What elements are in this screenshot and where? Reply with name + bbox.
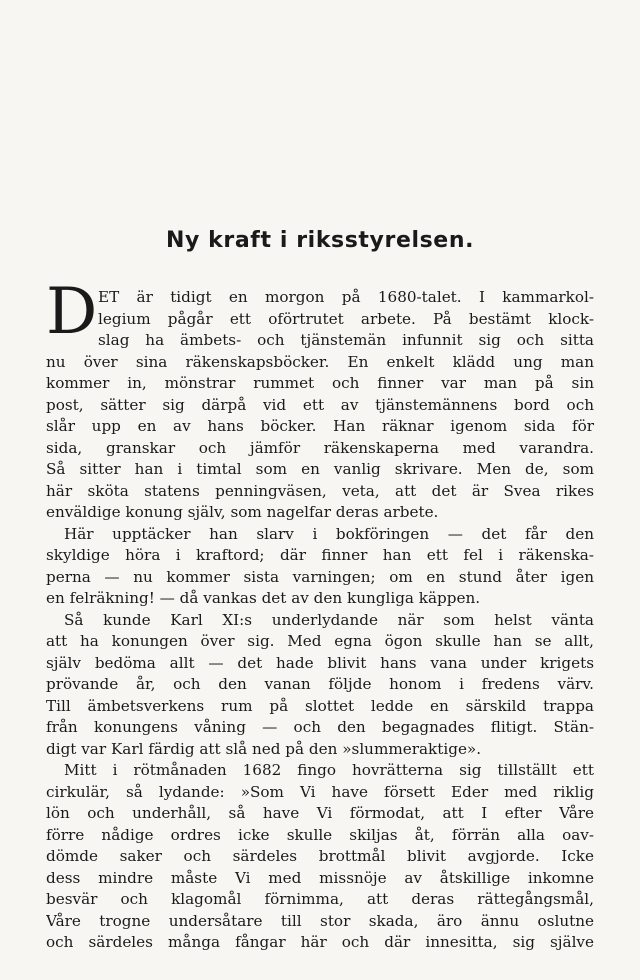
text-line: från konungens våning — och den begagnades flitigt. Stän- xyxy=(46,718,594,736)
text-line: dess mindre måste Vi med missnöje av åtskillige inkomne xyxy=(46,868,594,887)
text-line: post, sätter sig därpå vid ett av tjänstemännens bord och xyxy=(46,395,594,414)
text-line: prövande år, och den vanan följde honom i fredens värv. xyxy=(46,675,594,693)
text-line: Så sitter han i timtal som en vanlig skrivare. Men de, som xyxy=(46,460,594,478)
text-line: skyldige höra i kraftord; där finner han ett fel i räkenska- xyxy=(46,546,594,564)
text-line: digt var Karl färdig att slå ned på den »slummeraktige». xyxy=(46,739,482,758)
text-line: Så kunde Karl XI:s underlydande när som helst vänta xyxy=(64,610,594,629)
drop-cap-initial: D xyxy=(46,275,98,349)
chapter-title: Ny kraft i riksstyrelsen. xyxy=(165,228,475,253)
text-line: cirkulär, så lydande: »Som Vi have försett Eder med riklig xyxy=(46,782,594,801)
text-line: enväldige konung själv, som nagelfar deras arbete. xyxy=(46,503,439,521)
text-line: Mitt i rötmånaden 1682 fingo hovrätterna sig tillställt ett xyxy=(64,761,594,779)
text-line: här sköta statens penningväsen, veta, att det är Svea rikes xyxy=(46,481,594,500)
text-line: och särdeles många fångar här och där innesitta, sig själve xyxy=(46,933,594,951)
text-line: nu över sina räkenskapsböcker. En enkelt klädd ung man xyxy=(46,352,594,371)
text-line: legium pågår ett oförtrutet arbete. På bestämt klock- xyxy=(98,309,594,328)
text-line: kommer in, mönstrar rummet och finner var man på sin xyxy=(46,374,594,392)
text-line: Till ämbetsverkens rum på slottet ledde en särskild trappa xyxy=(46,696,594,715)
text-line: ET är tidigt en morgon på 1680-talet. I kammarkol- xyxy=(98,288,594,306)
text-line: förre nådige ordres icke skulle skiljas åt, förrän alla oav- xyxy=(46,825,594,844)
text-line: en felräkning! — då vankas det av den kungliga käppen. xyxy=(46,589,481,607)
text-line: perna — nu kommer sista varningen; om en stund åter igen xyxy=(46,567,594,586)
text-line: Här upptäcker han slarv i bokföringen — det får den xyxy=(64,524,594,543)
text-line: sida, granskar och jämför räkenskaperna med varandra. xyxy=(46,438,594,457)
text-line: själv bedöma allt — det hade blivit hans vana under krigets xyxy=(46,653,594,672)
text-line: slag ha ämbets- och tjänstemän infunnit sig och sitta xyxy=(98,331,594,349)
text-line: att ha konungen över sig. Med egna ögon skulle han se allt, xyxy=(46,632,594,650)
text-line: lön och underhåll, så have Vi förmodat, att I efter Våre xyxy=(46,804,594,822)
text-line: slår upp en av hans böcker. Han räknar igenom sida för xyxy=(46,417,594,435)
text-line: dömde saker och särdeles brottmål blivit avgjorde. Icke xyxy=(46,847,594,865)
text-line: besvär och klagomål förnimma, att deras rättegångsmål, xyxy=(46,890,594,908)
text-line: Våre trogne undersåtare till stor skada, äro ännu oslutne xyxy=(46,911,594,930)
body-text xyxy=(46,287,594,954)
